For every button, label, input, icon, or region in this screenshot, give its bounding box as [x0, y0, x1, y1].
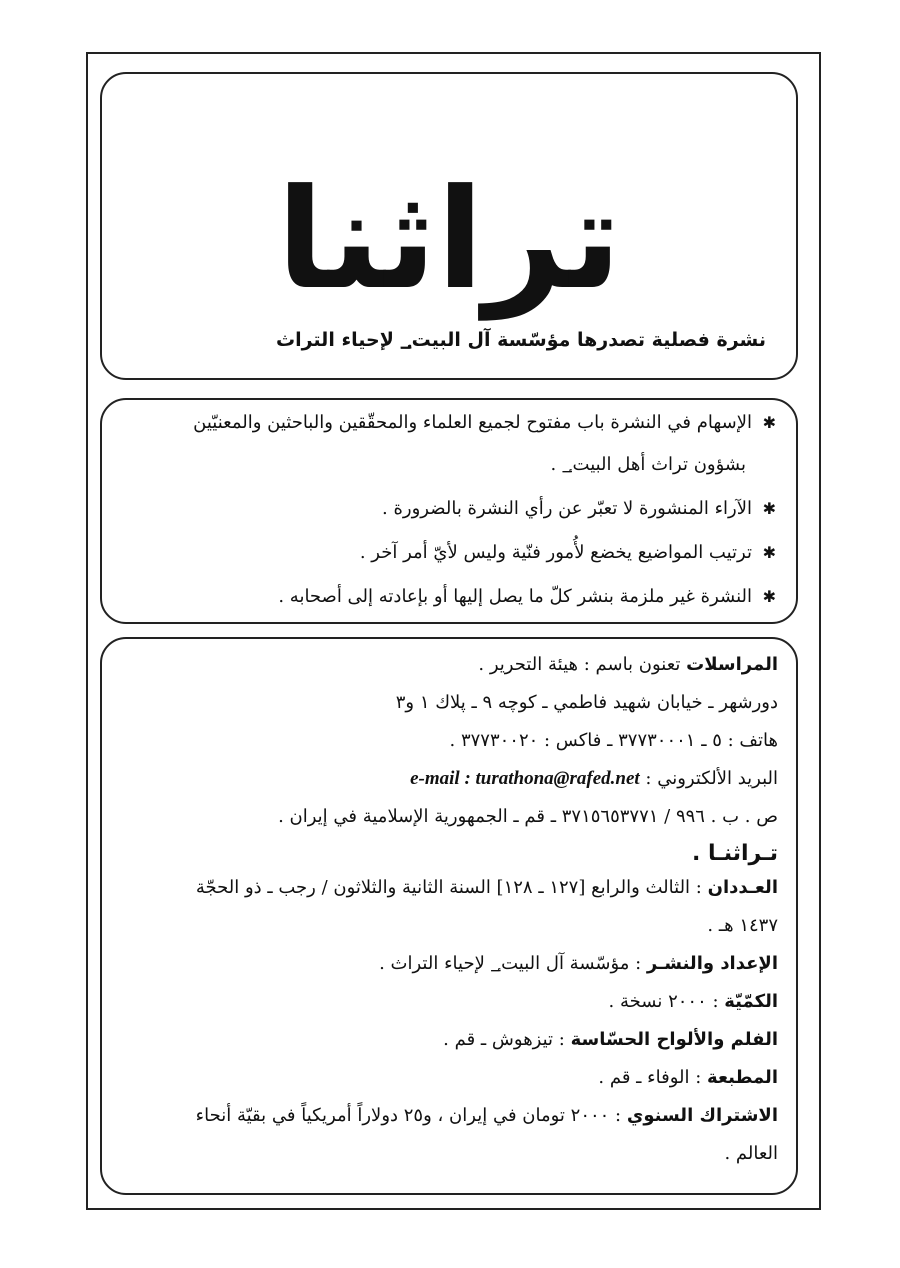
note-item	[116, 538, 776, 568]
phone-row: هاتف : ٥ ـ ٣٧٧٣٠٠٠١ ـ فاكس : ٣٧٧٣٠٠٢٠ .	[449, 730, 778, 751]
subscription-row	[116, 1102, 778, 1168]
notes-box	[100, 398, 798, 624]
notes-list	[116, 408, 776, 626]
email-link[interactable]: e-mail : turathona@rafed.net	[410, 768, 640, 789]
note-item	[116, 494, 776, 524]
note-item	[116, 408, 776, 480]
subscription-value-continued: العالم .	[724, 1143, 778, 1164]
quantity-label: الكمّيّة	[724, 991, 778, 1012]
asterisk-icon: ✱	[762, 587, 776, 606]
film-label: الفلم والألواح الحسّاسة	[570, 1029, 778, 1050]
press-row	[116, 1064, 778, 1092]
issue-value: : الثالث والرابع [١٢٧ ـ ١٢٨] السنة الثانية والثلاثون / رجب ـ ذو الحجّة	[195, 877, 702, 898]
note-text: الإسهام في النشرة باب مفتوح لجميع العلماء والمحقّقين والباحثين والمعنيّين	[193, 412, 752, 433]
note-text-continued: بشؤون تراث أهل البيت؀ .	[550, 454, 746, 475]
journal-name-heading: تـراثنـا .	[691, 841, 778, 866]
journal-title: تراثنا	[276, 159, 622, 320]
quantity-value: : ٢٠٠٠ نسخة .	[608, 991, 719, 1012]
pobox-row: ص . ب . ٩٩٦ / ٣٧١٥٦٥٣٧٧١ ـ قم ـ الجمهورية الإسلامية في إيران .	[278, 806, 778, 827]
issue-label: العـددان	[707, 877, 778, 898]
journal-subtitle: نشرة فصلية تصدرها مؤسّسة آل البيت؀ لإحياء التراث	[276, 329, 766, 351]
press-value: : الوفاء ـ قم .	[598, 1067, 702, 1088]
subscription-label: الاشتراك السنوي	[626, 1105, 778, 1126]
publisher-row	[116, 950, 778, 978]
film-value: : تيزهوش ـ قم .	[443, 1029, 565, 1050]
asterisk-icon: ✱	[762, 543, 776, 562]
asterisk-icon: ✱	[762, 499, 776, 518]
correspondence-row	[116, 651, 778, 679]
contact-details	[116, 651, 778, 1178]
subscription-value: : ٢٠٠٠ تومان في إيران ، و٢٥ دولاراً أمريكياً في بقيّة أنحاء	[195, 1105, 622, 1126]
issue-row	[116, 874, 778, 940]
issue-value-continued: ١٤٣٧ هـ .	[707, 915, 778, 936]
contact-box	[100, 637, 798, 1195]
publisher-value: : مؤسّسة آل البيت؀ لإحياء التراث .	[379, 953, 642, 974]
email-row	[116, 765, 778, 793]
note-text: ترتيب المواضيع يخضع لأُمور فنّية وليس لأيّ أمر آخر .	[359, 542, 752, 563]
press-label: المطبعة	[707, 1067, 778, 1088]
correspondence-label: المراسلات	[686, 654, 778, 675]
correspondence-value: تعنون باسم : هيئة التحرير .	[478, 654, 681, 675]
film-row	[116, 1026, 778, 1054]
asterisk-icon: ✱	[762, 413, 776, 432]
quantity-row	[116, 988, 778, 1016]
publisher-label: الإعداد والنشـر	[646, 953, 778, 974]
masthead-box	[100, 72, 798, 380]
email-label: البريد الألكتروني :	[645, 768, 778, 789]
note-text: الآراء المنشورة لا تعبّر عن رأي النشرة بالضرورة .	[382, 498, 752, 519]
address-row: دورشهر ـ خيابان شهيد فاطمي ـ كوچه ٩ ـ پلاك ١ و٣	[395, 692, 778, 713]
note-text: النشرة غير ملزمة بنشر كلّ ما يصل إليها أو بإعادته إلى أصحابه .	[278, 586, 752, 607]
note-item	[116, 582, 776, 612]
